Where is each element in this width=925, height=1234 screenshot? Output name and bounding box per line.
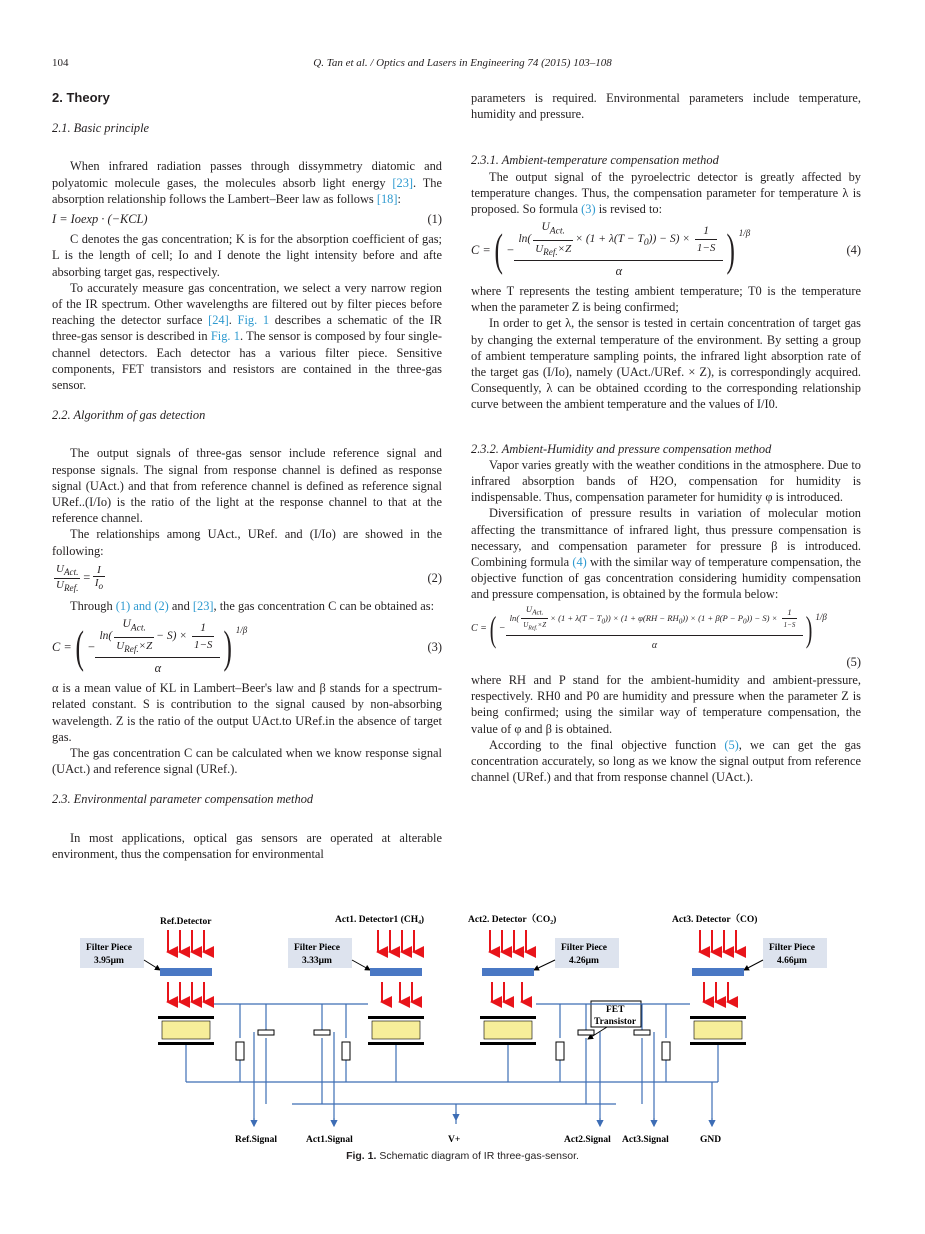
filter-2-label: Filter Piece [294, 943, 340, 953]
act1-signal-label: Act1.Signal [306, 1135, 353, 1145]
vplus-label: V+ [448, 1135, 461, 1145]
paragraph-output-signals: The output signals of three-gas sensor include reference signal and response signals. The signal from response channel is defined as response signal (UAct.) and that from reference channel is defined as reference signal URef..(I/Io) is the ratio of the light at the response channel to that at the reference channel. [52, 446, 442, 526]
equation-4: C = ( − ln( $\frac{U_{Act.}}{U_{Ref.}\times Z}$ × $(1 + \lambda(T - T_0)) - S$) × $\frac{1}{1-S}$ α ) 1/β (4) [471, 221, 861, 278]
act1-detector-label: Act1. Detector1 (CH₄) [335, 915, 425, 925]
paragraph-through: Through (1) and (2) and [23], the gas concentration C can be obtained as: [70, 599, 435, 614]
paragraph-relationships: The relationships among UAct., URef. and (I/Io) are showed in the following: [52, 527, 442, 558]
filter-4-label: Filter Piece [769, 943, 815, 953]
left-column [52, 90, 442, 862]
fig-1-link[interactable]: Fig. 1 [210, 329, 240, 344]
right-column [471, 90, 861, 786]
fet-transistors [258, 1030, 650, 1035]
paragraph-where-rh: where RH and P stand for the ambient-humidity and ambient-pressure, respectively. RH0 and P0 are humidity and pressure when the parameter Z is being confirmed; using the similar way of temperature compensation, the value of φ and β is obtained. [471, 673, 861, 736]
paragraph-where-t: where T represents the testing ambient temperature; T0 is the temperature when the parameter Z is being confirmed; [471, 283, 861, 315]
paragraph-lambda: In order to get λ, the sensor is tested in certain concentration of target gas by changing the external temperature of the environment. By setting a group of ambient temperature sampling points, the infrared light absorption rate of the target gas (I/Io), namely (UAct./URef. × Z), is correspondingly acquired. Consequently, λ can be obtained ccording to the corresponding relationship curve between the ambient temperature and the values of I/I0. [471, 316, 861, 412]
citation-24[interactable]: [24] [208, 313, 229, 328]
resistors [236, 1042, 670, 1060]
paragraph-applications: In most applications, optical gas sensors are operated at alterable environment, thus the compensation for environmental [52, 830, 442, 861]
act3-detector-label: Act3. Detector（CO) [672, 915, 758, 925]
paragraph-ir-spectrum: To accurately measure gas concentration, we select a very narrow region of the IR spectrum. Other wavelengths are filtered out by filter pieces before reaching the detector surface [24]. Fig. 1 describes a schematic of the IR three-gas sensor is described in Fig. 1. The sensor is composed by four single-channel detectors. Each detector has a various filter piece. Sensitive components, FET transistors and resistors are contained in the three-gas sensor. [52, 280, 442, 393]
paragraph-vapor: Vapor varies greatly with the weather conditions in the atmosphere. Due to infrared absorption bands of H2O, compensation for humidity is indispensable. Thus, compensation parameter for humidity φ is introduced. [471, 457, 861, 505]
filter-piece [160, 968, 212, 976]
equation-3: C = ( − ln( $\frac{U_{Act.}}{U_{Ref.}\times Z}$ − S) × $\frac{1}{1-S}$ α ) 1/β (3) [52, 618, 442, 675]
filter-3-label: Filter Piece [561, 943, 607, 953]
filter-piece [692, 968, 744, 976]
section-2-1-title: 2.1. Basic principle [52, 121, 150, 136]
equation-5: C = ( − ln( $\frac{U_{Act.}}{U_{Ref.}\times Z}$ × $(1 + \lambda(T - T_0)) \times (1 + \varphi(RH - RH_0)) \times (1 + \beta(P - P_0)) - S$) × $\frac{1}{1-S}$ α ) 1/β (5) [471, 603, 861, 669]
section-2-2-title: 2.2. Algorithm of gas detection [52, 408, 206, 423]
running-head: Q. Tan et al. / Optics and Lasers in Engineering 74 (2015) 103–108 [313, 57, 612, 69]
ref-detector-label: Ref.Detector [160, 917, 212, 927]
gnd-label: GND [700, 1135, 722, 1145]
ref-signal-label: Ref.Signal [235, 1135, 277, 1145]
filtered-radiation-arrows [168, 982, 728, 1002]
fet-label: FET [606, 1005, 625, 1015]
page-number: 104 [52, 57, 69, 69]
filter-4-wavelength: 4.66μm [777, 956, 807, 966]
filter-1-label: Filter Piece [86, 943, 132, 953]
fig-1-link[interactable]: Fig. 1 [237, 313, 270, 328]
formula-link-5[interactable]: (5) [724, 737, 739, 752]
formula-link-4[interactable]: (4) [572, 554, 587, 569]
act2-detector-label: Act2. Detector（CO₂) [468, 915, 557, 925]
ir-radiation-arrows [168, 930, 736, 952]
section-2-title: 2. Theory [52, 90, 110, 105]
paragraph-final-objective: According to the final objective function (5), we can get the gas concentration accurately, so long as we know the signal output from reference channel (URef.) and that from response channel (UAct.). [471, 737, 861, 785]
section-2-3-2-title: 2.3.2. Ambient-Humidity and pressure compensation method [471, 441, 772, 456]
paragraph-alpha-beta: α is a mean value of KL in Lambert–Beer's law and β stands for a spectrum-related constant. S is contribution to the signal caused by non-absorbing wavelength. Z is the ratio of the output UAct.to URef.in the absence of target gas. [52, 681, 442, 744]
figure-1 [80, 908, 855, 1148]
paragraph-concentration-calc: The gas concentration C can be calculated when we know response signal (UAct.) and reference signal (URef.). [52, 745, 442, 777]
act2-signal-label: Act2.Signal [564, 1135, 611, 1145]
section-2-3-1-title: 2.3.1. Ambient-temperature compensation method [471, 153, 719, 168]
output-arrows [254, 1112, 712, 1126]
filter-3-wavelength: 4.26μm [569, 956, 599, 966]
equation-2: $\frac{U_{Act.}}{U_{Ref.}}$ = $\frac{I}{I_o}$ (2) [56, 562, 442, 594]
filter-2-wavelength: 3.33μm [302, 956, 332, 966]
figure-caption: Fig. 1. Schematic diagram of IR three-gas-sensor. [346, 1150, 579, 1162]
equation-1: I = Ioexp · (−KCL) (1) [52, 212, 442, 227]
paragraph-basic-principle: When infrared radiation passes through dissymmetry diatomic and polyatomic molecule gases, the molecules absorb light energy [23]. The absorption relationship follows the Lambert–Beer law as follows [18]: [52, 159, 442, 206]
paragraph-env-params: parameters is required. Environmental parameters include temperature, humidity and pressure. [471, 91, 861, 122]
pyroelectric-detectors [158, 1016, 746, 1045]
filter-piece [370, 968, 422, 976]
citation-23[interactable]: [23] [392, 175, 414, 190]
section-2-3-title: 2.3. Environmental parameter compensation method [52, 792, 314, 807]
citation-18[interactable]: [18] [376, 191, 398, 206]
filter-piece [482, 968, 534, 976]
equation-link-1-2[interactable]: (1) and (2) [115, 599, 169, 614]
paragraph-pressure: Diversification of pressure results in variation of molecular motion affecting the transmittance of infrared light, thus pressure compensation is necessary, and compensation parameter for pressure β is introduced. Combining formula (4) with the similar way of temperature compensation, the objective function of gas concentration considering humidity compensation and pressure compensation, is obtained by the formula below: [471, 506, 861, 602]
act3-signal-label: Act3.Signal [622, 1135, 669, 1145]
schematic-diagram [80, 908, 855, 1148]
citation-23[interactable]: [23] [192, 599, 214, 614]
filter-1-wavelength: 3.95μm [94, 956, 124, 966]
paragraph-variables: C denotes the gas concentration; K is for the absorption coefficient of gas; L is the length of cell; Io and I denote the light intensity before and afte absorbing target gas, respectively. [52, 232, 442, 279]
paragraph-pyroelectric: The output signal of the pyroelectric detector is greatly affected by temperature changes. Thus, the compensation parameter for temperature λ is proposed. So formula (3) is revised to: [471, 169, 861, 217]
formula-link-3[interactable]: (3) [581, 202, 596, 217]
fet-label-2: Transistor [594, 1017, 637, 1027]
